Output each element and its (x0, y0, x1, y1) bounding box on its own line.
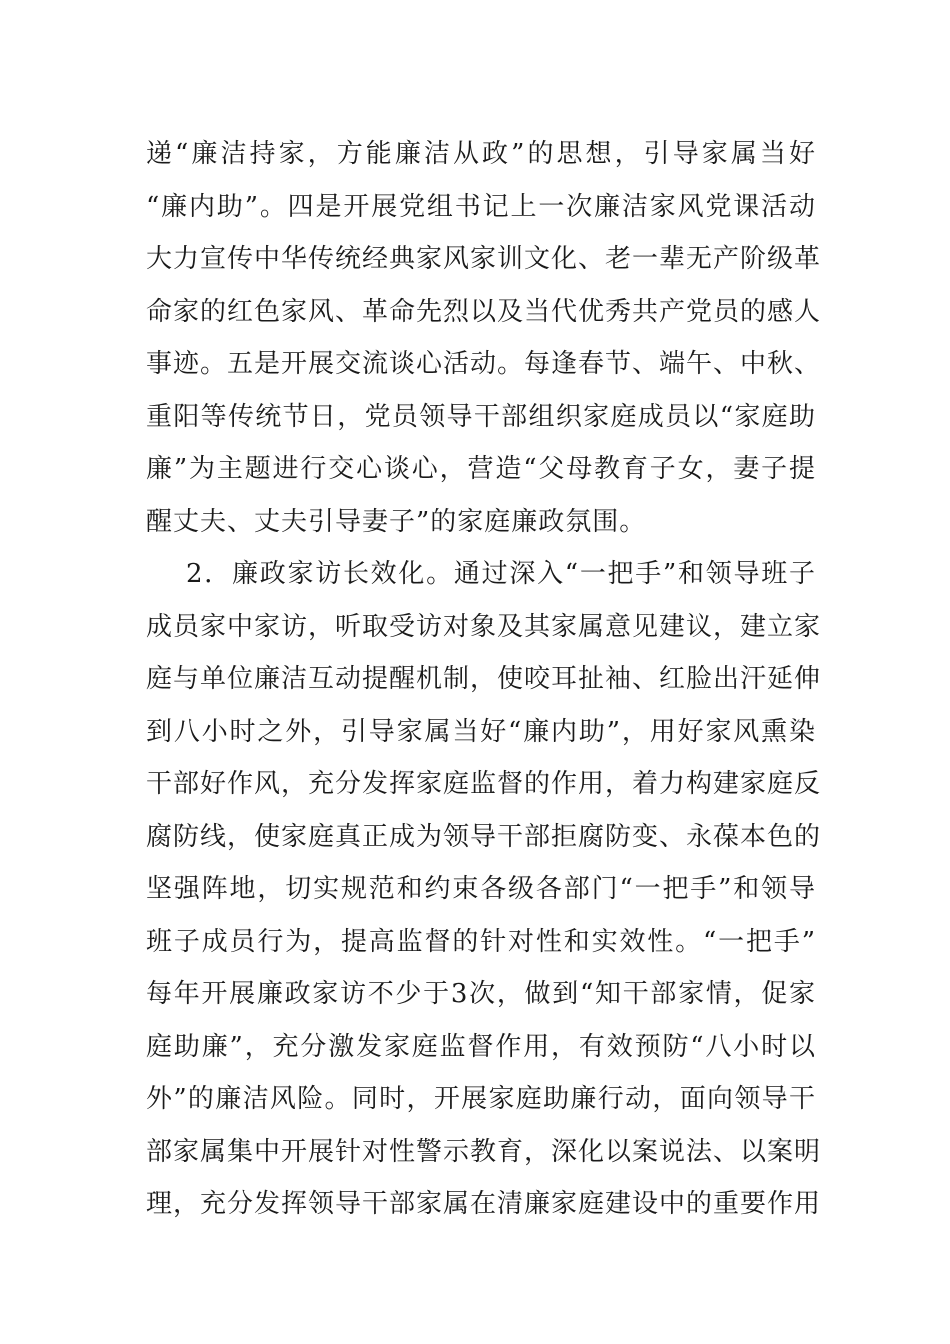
text-line: 递“廉洁持家，方能廉洁从政”的思想，引导家属当好 (146, 139, 816, 169)
text-line: 庭助廉”，充分激发家庭监督作用，有效预防“八小时以 (146, 1031, 816, 1062)
paragraph-2 (146, 548, 822, 1231)
text-line: 事迹。五是开展交流谈心活动。每逢春节、端午、中秋、 (146, 349, 822, 379)
text-line: 廉”为主题进行交心谈心，营造“父母教育子女，妻子提 (146, 454, 816, 484)
text-line: 外”的廉洁风险。同时，开展家庭助廉行动，面向领导干 (146, 1084, 816, 1114)
text-line: 腐防线，使家庭真正成为领导干部拒腐防变、永葆本色的 (146, 821, 822, 852)
text-line: 理，充分发挥领导干部家属在清廉家庭建设中的重要作用 (146, 1189, 822, 1219)
text-line: 命家的红色家风、革命先烈以及当代优秀共产党员的感人 (146, 296, 822, 327)
text-line: 干部好作风，充分发挥家庭监督的作用，着力构建家庭反 (146, 769, 822, 799)
paragraph-1 (146, 128, 822, 548)
text-line: 班子成员行为，提高监督的针对性和实效性。“一把手” (146, 926, 816, 957)
text-line: 成员家中家访，听取受访对象及其家属意见建议，建立家 (146, 611, 822, 642)
text-line: 部家属集中开展针对性警示教育，深化以案说法、以案明 (146, 1136, 822, 1167)
text-line: 庭与单位廉洁互动提醒机制，使咬耳扯袖、红脸出汗延伸 (146, 664, 822, 694)
text-line: 坚强阵地，切实规范和约束各级各部门“一把手”和领导 (146, 874, 816, 904)
text-line: 重阳等传统节日，党员领导干部组织家庭成员以“家庭助 (146, 401, 816, 432)
text-line: 醒丈夫、丈夫引导妻子”的家庭廉政氛围。 (146, 506, 647, 537)
text-line: 2．廉政家访长效化。通过深入“一把手”和领导班子 (186, 559, 816, 589)
body-text (146, 128, 822, 1231)
text-line: 大力宣传中华传统经典家风家训文化、老一辈无产阶级革 (146, 244, 822, 274)
text-line: “廉内助”。四是开展党组书记上一次廉洁家风党课活动 (146, 191, 816, 222)
text-line: 到八小时之外，引导家属当好“廉内助”，用好家风熏染 (146, 716, 816, 747)
text-line: 每年开展廉政家访不少于3次，做到“知干部家情，促家 (146, 979, 816, 1009)
